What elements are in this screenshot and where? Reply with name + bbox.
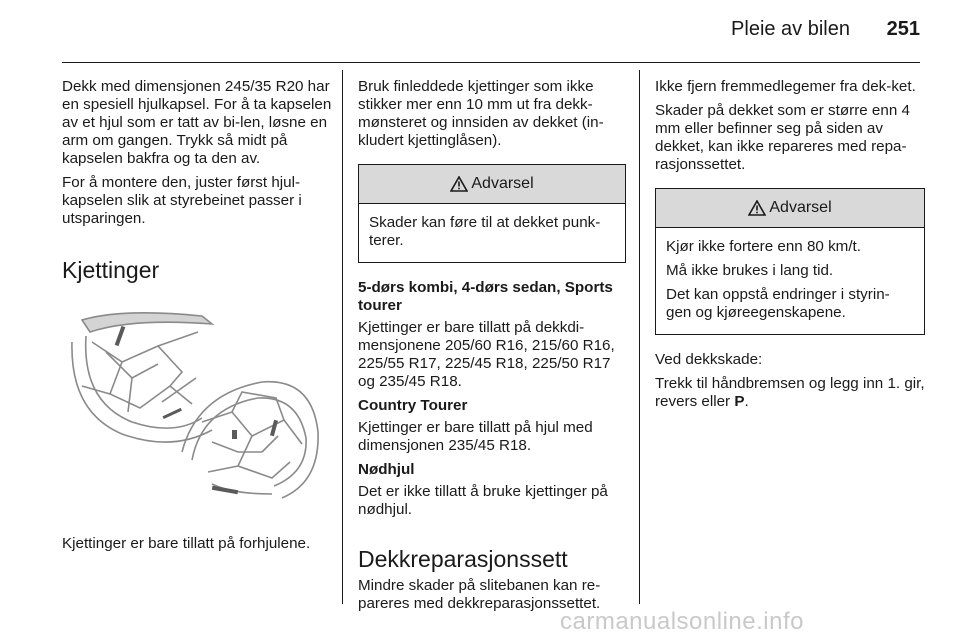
warning-body-1 — [359, 204, 625, 262]
paragraph-chain-type: Bruk finleddede kjettinger som ikke stikker mer enn 10 mm ut fra dekk-mønsteret og innsiden av dekket (in-kludert kjettinglåsen). — [358, 78, 604, 149]
warning-text-1: Skader kan føre til at dekket punk-terer. — [369, 214, 601, 249]
page-header-title: Pleie av bilen — [731, 18, 850, 40]
handbrake-text: Trekk til håndbremsen og legg inn 1. gir, revers eller — [655, 375, 925, 410]
warning-line-duration: Må ikke brukes i lang tid. — [666, 262, 834, 279]
gear-p-label: P — [734, 393, 745, 410]
warning-body-2 — [656, 228, 924, 334]
warning-triangle-icon — [748, 200, 766, 216]
column-2 — [358, 78, 626, 619]
subheading-country-tourer: Country Tourer — [358, 397, 468, 414]
section-heading-repair-kit: Dekkreparasjonssett — [358, 546, 568, 572]
paragraph-hubcap: Dekk med dimensjonen 245/35 R20 har en spesiell hjulkapsel. For å ta kapselen av et hjul som er tatt av bi-len, løsne en arm om gangen. Trykk så midt på kapselen bakfra og ta den av. — [62, 78, 332, 167]
warning-box-1 — [358, 164, 626, 263]
subheading-models: 5-dørs kombi, 4-dørs sedan, Sports tourer — [358, 279, 613, 314]
page-number: 251 — [886, 18, 920, 40]
paragraph-models-sizes: Kjettinger er bare tillatt på dekkdi-mensjonene 205/60 R16, 215/60 R16, 225/55 R17, 225/45 R18, 225/50 R17 og 235/45 R18. — [358, 319, 615, 390]
warning-triangle-icon — [450, 176, 468, 192]
paragraph-handbrake — [655, 375, 925, 411]
column-separator-1 — [342, 70, 343, 604]
watermark: carmanualsonline.info — [560, 608, 804, 635]
warning-line-speed: Kjør ikke fortere enn 80 km/t. — [666, 238, 861, 255]
handbrake-suffix: . — [744, 393, 749, 410]
column-3 — [655, 78, 925, 417]
warning-box-2 — [655, 188, 925, 335]
paragraph-foreign-objects: Ikke fjern fremmedlegemer fra dek-ket. — [655, 78, 916, 95]
warning-title-1: Advarsel — [471, 175, 534, 192]
paragraph-repair-kit: Mindre skader på slitebanen kan re-pareres med dekkreparasjonssettet. — [358, 577, 601, 612]
paragraph-country-tourer: Kjettinger er bare tillatt på hjul med dimensjonen 235/45 R18. — [358, 419, 593, 454]
subheading-spare-wheel: Nødhjul — [358, 461, 415, 478]
warning-header-1 — [359, 165, 625, 204]
column-1 — [62, 78, 332, 559]
paragraph-tyre-damage: Ved dekkskade: — [655, 351, 763, 368]
section-heading-kjettinger: Kjettinger — [62, 257, 160, 283]
paragraph-spare-wheel: Det er ikke tillatt å bruke kjettinger på nødhjul. — [358, 483, 608, 518]
warning-title-2: Advarsel — [769, 199, 832, 216]
paragraph-hubcap-mount: For å montere den, juster først hjul-kapselen slik at styrebeinet passer i utsparingen. — [62, 174, 302, 227]
header-rule — [62, 62, 920, 63]
paragraph-damage-limits: Skader på dekket som er større enn 4 mm eller befinner seg på siden av dekket, kan ikke repareres med repa-rasjonssettet. — [655, 102, 910, 173]
snow-chains-illustration — [62, 302, 324, 512]
figure-caption: Kjettinger er bare tillatt på forhjulene. — [62, 535, 311, 552]
warning-line-handling: Det kan oppstå endringer i styrin-gen og kjøreegenskapene. — [666, 286, 890, 321]
warning-header-2 — [656, 189, 924, 228]
column-separator-2 — [639, 70, 640, 604]
